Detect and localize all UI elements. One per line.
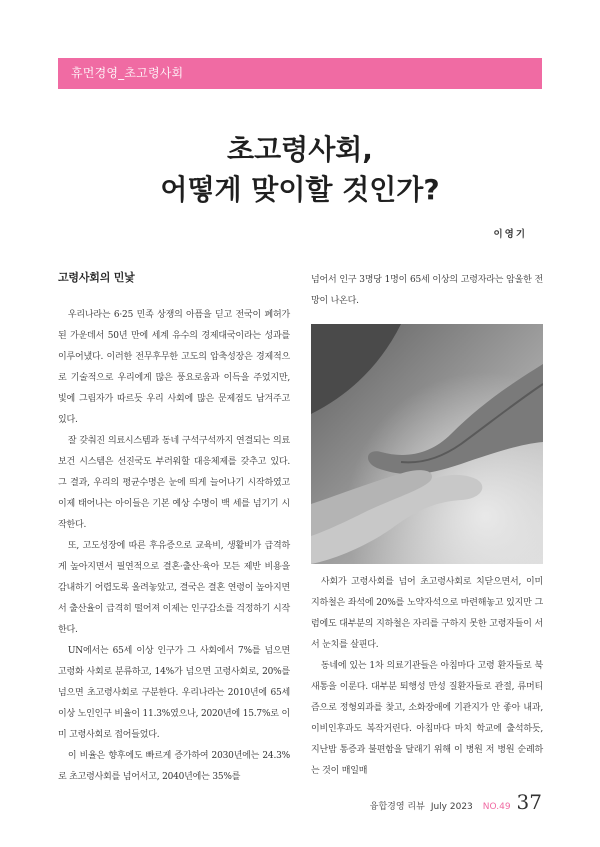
article-title: [0, 130, 600, 210]
section-title: 고령사회의 민낯: [58, 271, 135, 284]
title-line-1: 초고령사회,: [227, 133, 373, 166]
author-name: 이영기: [493, 229, 527, 240]
right-column-bottom: [311, 572, 543, 782]
body-paragraph: 잘 갖춰진 의료시스템과 동네 구석구석까지 연결되는 의료보건 시스템은 선진국도 부러워할 대응체제를 갖추고 있다. 그 결과, 우리의 평균수명은 눈에 띄게 늘어나기 시작하였고 이제 태어나는 아이들은 기본 예상 수명이 백 세를 넘기기 시작한다.: [58, 436, 290, 530]
body-paragraph: 동네에 있는 1차 의료기관들은 아침마다 고령 환자들로 북새통을 이룬다. 대부분 퇴행성 만성 질환자들로 관절, 류머티즘으로 정형외과를 찾고, 소화장애에 기관지가 안 좋아 내과, 이비인후과도 복작거린다. 아침마다 마치 학교에 출석하듯, 지난밤 통증과 불편함을 달래기 위해 이 병원 저 병원 순례하는 것이 매일매: [311, 661, 543, 776]
issue-date: July 2023: [430, 802, 473, 812]
body-paragraph: 또, 고도성장에 따른 후유증으로 교육비, 생활비가 급격하게 높아지면서 필연적으로 결혼·출산·육아 모든 제반 비용을 감내하기 어렵도록 올려놓았고, 결국은 결혼 연령이 높아지면서 출산율이 급격히 떨어져 이제는 인구감소를 걱정하기 시작한다.: [58, 541, 290, 635]
category-label: 휴먼경영_초고령사회: [71, 66, 184, 80]
right-column-top: [311, 270, 543, 312]
body-paragraph: 사회가 고령사회를 넘어 초고령사회로 치닫으면서, 이미 지하철은 좌석에 20%를 노약자석으로 마련해놓고 있지만 그럼에도 대부분의 지하철은 자리를 구하지 못한 고령자들이 서서 눈치를 살핀다.: [311, 577, 543, 650]
hands-photo: [311, 324, 543, 564]
page-footer: [370, 790, 542, 814]
magazine-name: 융합경영 리뷰: [369, 802, 425, 812]
title-line-2: 어떻게 맞이할 것인가?: [160, 173, 440, 206]
page-number: 37: [516, 790, 542, 814]
body-paragraph-continued: 넘어서 인구 3명당 1명이 65세 이상의 고령자라는 암울한 전망이 나온다.: [311, 275, 543, 306]
issue-number: NO.49: [482, 802, 511, 812]
body-paragraph: 이 비율은 향후에도 빠르게 증가하여 2030년에는 24.3%로 초고령사회를 넘어서고, 2040년에는 35%를: [58, 751, 290, 782]
body-paragraph: UN에서는 65세 이상 인구가 그 사회에서 7%를 넘으면 고령화 사회로 분류하고, 14%가 넘으면 고령사회로, 20%를 넘으면 초고령사회로 구분한다. 우리나라는 2010년에 65세 이상 노인인구 비율이 11.3%였으나, 2020년에 15.7%로 이미 고령사회로 접어들었다.: [58, 646, 290, 740]
left-column: [58, 268, 290, 788]
body-paragraph: 우리나라는 6·25 민족 상쟁의 아픔을 딛고 전국이 폐허가 된 가운데서 50년 만에 세계 유수의 경제대국이라는 성과를 이루어냈다. 이러한 전무후무한 고도의 압축성장은 경제적으로 기술적으로 우리에게 많은 풍요로움과 이득을 주었지만, 빛에 그림자가 따르듯 우리 사회에 많은 문제점도 남겨주고 있다.: [58, 310, 290, 425]
category-banner: [58, 58, 542, 89]
